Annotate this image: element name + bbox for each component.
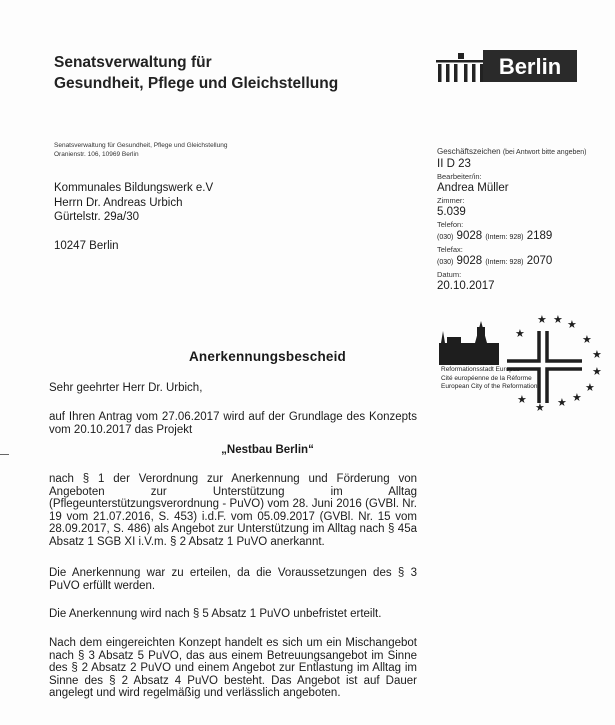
phone-value	[437, 231, 587, 244]
svg-text:★: ★	[572, 391, 582, 404]
fax-ext: 2070	[526, 254, 553, 267]
duration-paragraph: Die Anerkennung wird nach § 5 Absatz 1 PuVO unbefristet erteilt.	[49, 608, 382, 620]
recognition-paragraph: nach § 1 der Verordnung zur Anerkennung und Förderung von Angeboten zur Unterstützung im Alltag (Pflegeunterstützungsverordnung - PuVO) vom 28. Juni 2016 (GVBl. Nr. 19 vom 21.07.2016, S. 453) i.d.F. vom 05.09.2017 (GVBl. Nr. 15 vom 28.09.2017, S. 486) als Angebot zur Unterstützung im Alltag nach § 45a Absatz 1 SGB XI i.V.m. § 2 Absatz 1 PuVO anerkannt.	[49, 473, 417, 548]
svg-text:★: ★	[515, 327, 525, 340]
fax-prefix: (030)	[437, 258, 454, 266]
reformation-text	[441, 366, 537, 392]
berlin-logo	[436, 48, 577, 84]
svg-text:★: ★	[592, 348, 602, 361]
phone-prefix: (030)	[437, 233, 454, 241]
reference-hint: (bei Antwort bitte angeben)	[502, 149, 587, 156]
requirements-paragraph: Die Anerkennung war zu erteilen, da die Voraussetzungen des § 3 PuVO erfüllt werden.	[49, 567, 417, 592]
fax-value	[437, 256, 587, 269]
svg-text:★: ★	[535, 401, 545, 413]
sender-line-1: Senatsverwaltung für Gesundheit, Pflege und Gleichstellung	[54, 142, 228, 149]
date-value: 20.10.2017	[437, 279, 495, 292]
svg-text:★: ★	[582, 333, 592, 346]
room-label: Zimmer:	[437, 196, 465, 205]
organization-title-line2: Gesundheit, Pflege und Gleichstellung	[54, 75, 339, 92]
svg-text:★: ★	[592, 365, 602, 378]
document-title: Anerkennungsbescheid	[188, 349, 347, 364]
fax-intern: (Intern: 928)	[485, 258, 524, 266]
svg-text:★: ★	[567, 318, 577, 331]
project-name: „Nestbau Berlin“	[221, 444, 314, 456]
room-value: 5.039	[437, 205, 466, 218]
berlin-logo-text: Berlin	[498, 54, 562, 79]
brandenburg-gate-icon	[436, 53, 486, 82]
svg-text:★: ★	[553, 313, 563, 326]
reference-label: Geschäftszeichen	[437, 147, 501, 156]
date-label: Datum:	[437, 270, 462, 279]
svg-text:★: ★	[517, 393, 527, 406]
organization-title-line1: Senatsverwaltung für	[54, 54, 212, 71]
recipient-line-2: Herrn Dr. Andreas Urbich	[54, 196, 183, 209]
concept-paragraph: Nach dem eingereichten Konzept handelt es sich um ein Mischangebot nach § 3 Absatz 5 PuVO, das aus einem Betreuungsangebot im Sinne des § 2 Absatz 2 PuVO und einem Angebot zur Entlastung im Alltag im Sinne des § 2 Absatz 4 PuVO besteht. Das Angebot ist auf Dauer angelegt und wird regelmäßig und verlässlich angeboten.	[49, 637, 417, 699]
salutation: Sehr geehrter Herr Dr. Urbich,	[49, 382, 203, 394]
phone-intern: (Intern: 928)	[485, 233, 524, 241]
clerk-label: Bearbeiter/in:	[437, 172, 482, 181]
phone-label: Telefon:	[437, 220, 464, 229]
sender-line-2: Oranienstr. 106, 10969 Berlin	[54, 151, 139, 158]
recipient-address	[54, 181, 213, 253]
phone-ext: 2189	[526, 229, 553, 242]
clerk-value: Andrea Müller	[437, 181, 509, 194]
margin-mark	[0, 454, 9, 455]
fax-label: Telefax:	[437, 245, 463, 254]
reformation-line-3: European City of the Reformation	[441, 383, 538, 390]
reference-info	[437, 145, 587, 292]
reference-label-row	[437, 146, 587, 159]
recipient-line-1: Kommunales Bildungswerk e.V	[54, 182, 214, 194]
svg-text:★: ★	[585, 381, 595, 394]
fax-main: 9028	[456, 254, 483, 267]
reformation-line-1: Reformationsstadt Europas	[441, 366, 520, 373]
svg-text:★: ★	[557, 396, 567, 409]
recipient-line-3: Gürtelstr. 29a/30	[54, 211, 140, 223]
organization-title	[54, 52, 338, 94]
intro-paragraph: auf Ihren Antrag vom 27.06.2017 wird auf der Grundlage des Konzepts vom 20.10.2017 das Projekt	[49, 411, 417, 436]
svg-text:★: ★	[537, 313, 547, 326]
reference-value: II D 23	[437, 157, 471, 170]
phone-main: 9028	[456, 229, 483, 242]
reformation-line-2: Cité européenne de la Réforme	[441, 374, 532, 382]
recipient-city: 10247 Berlin	[54, 239, 119, 252]
sender-address	[54, 141, 227, 159]
